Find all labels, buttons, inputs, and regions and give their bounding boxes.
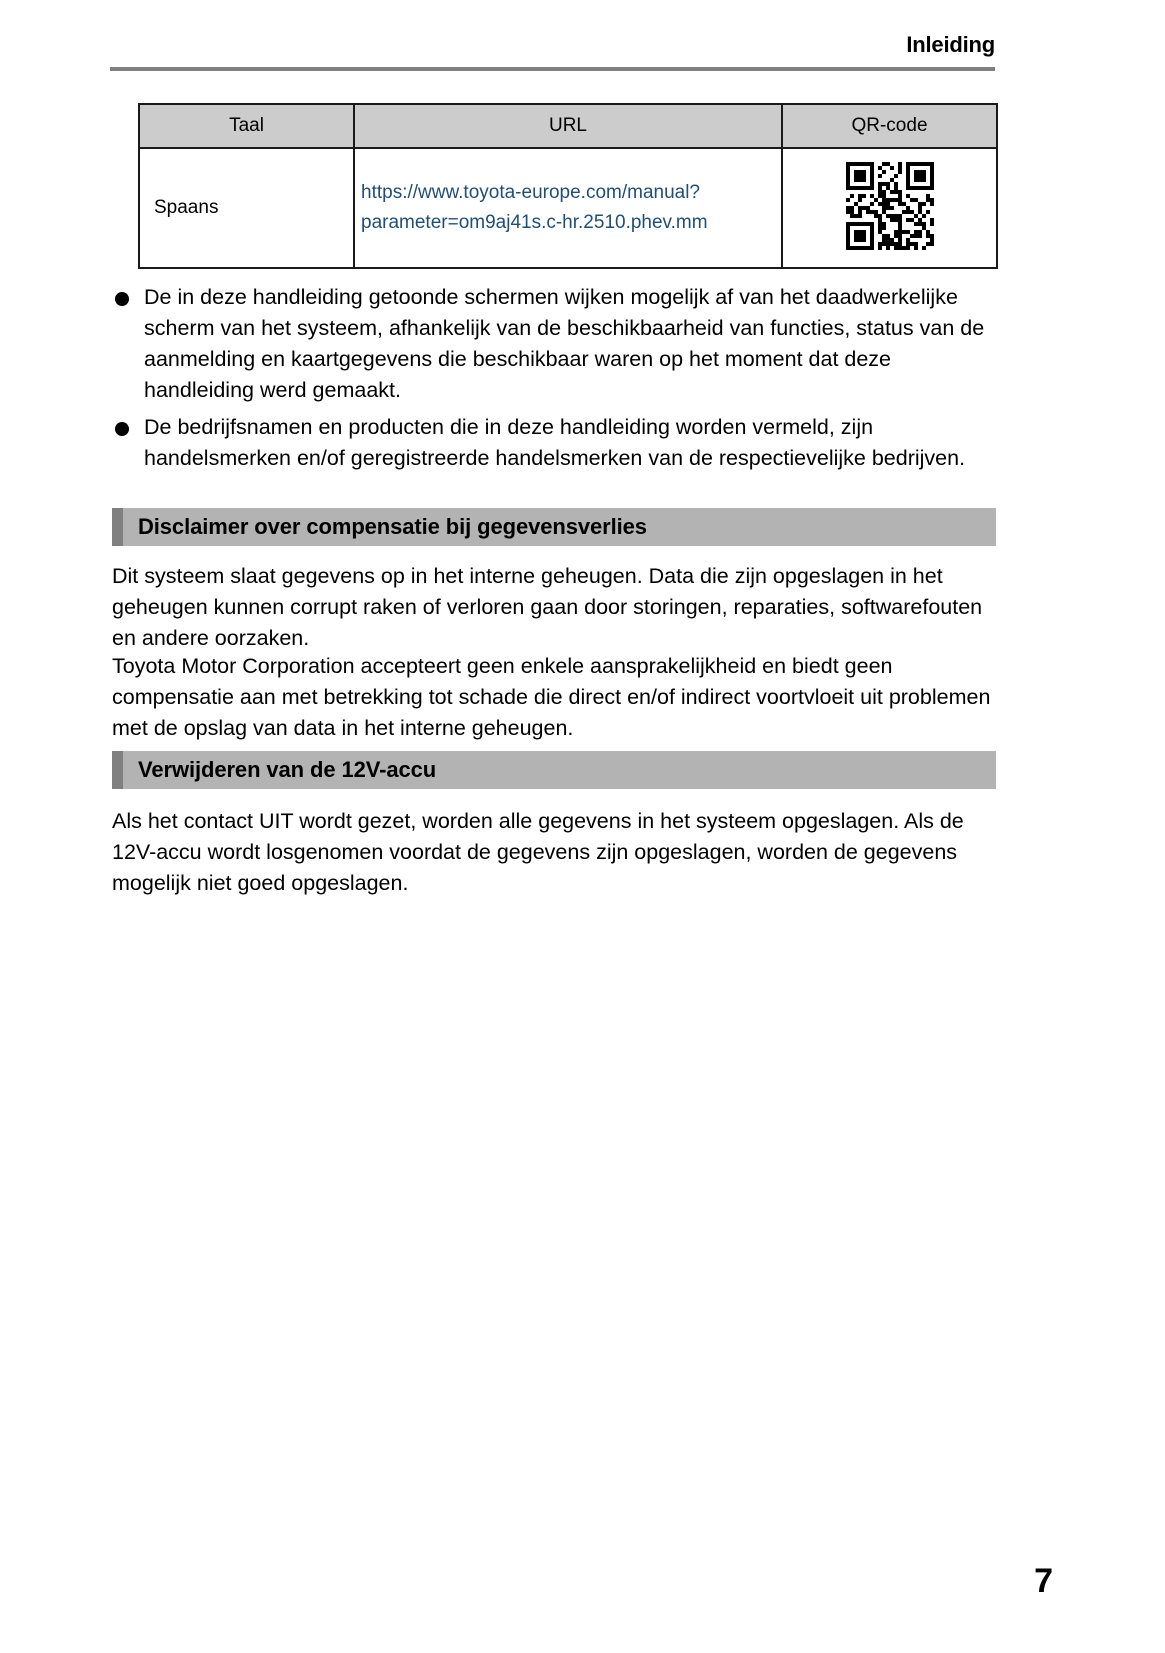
cell-qrcode	[782, 148, 997, 268]
column-header-qrcode: QR-code	[782, 104, 997, 148]
column-header-taal: Taal	[139, 104, 354, 148]
section-heading-label: Verwijderen van de 12V-accu	[138, 757, 437, 782]
bullet-dot-icon	[115, 422, 129, 436]
paragraph-disclaimer-2: Toyota Motor Corporation accepteert geen enkele aansprakelijkheid en biedt geen compensatie aan met betrekking tot schade die direct en/of indirect voortvloeit uit problemen met de opslag van data in het interne geheugen.	[112, 654, 991, 740]
table-header-row	[139, 104, 997, 148]
manual-url-table	[138, 103, 998, 269]
column-header-url: URL	[354, 104, 782, 148]
section-accent-bar	[112, 751, 123, 789]
notes-bullet-list	[112, 282, 1002, 480]
cell-language: Spaans	[139, 148, 354, 268]
paragraph-battery-1: Als het contact UIT wordt gezet, worden alle gegevens in het systeem opgeslagen. Als de 12V-accu wordt losgenomen voordat de gegevens zijn opgeslagen, worden de gegevens mogelijk niet goed opgeslagen.	[112, 809, 964, 895]
section-heading-battery	[112, 751, 996, 789]
list-item	[112, 282, 1002, 406]
list-item	[112, 412, 1002, 474]
cell-url[interactable]	[354, 148, 782, 268]
section-heading-disclaimer	[112, 508, 996, 546]
paragraph-disclaimer-1: Dit systeem slaat gegevens op in het interne geheugen. Data die zijn opgeslagen in het geheugen kunnen corrupt raken of verloren gaan door storingen, reparaties, softwarefouten en andere oorzaken.	[112, 564, 983, 650]
qr-code-icon	[846, 162, 934, 250]
section-heading-label: Disclaimer over compensatie bij gegevensverlies	[138, 514, 647, 539]
list-item-text: De bedrijfsnamen en producten die in deze handleiding worden vermeld, zijn handelsmerken en/of geregistreerde handelsmerken van de respectievelijke bedrijven.	[144, 415, 966, 470]
url-line-2: parameter=om9aj41s.c-hr.2510.phev.mm	[361, 212, 708, 233]
page-number: 7	[1034, 1562, 1053, 1600]
url-line-1: https://www.toyota-europe.com/manual?	[361, 182, 701, 203]
bullet-dot-icon	[115, 292, 129, 306]
header-divider	[110, 67, 995, 71]
table-row	[139, 148, 997, 268]
list-item-text: De in deze handleiding getoonde schermen wijken mogelijk af van het daadwerkelijke scherm van het systeem, afhankelijk van de beschikbaarheid van functies, status van de aanmelding en kaartgegevens die beschikbaar waren op het moment dat deze handleiding werd gemaakt.	[144, 285, 985, 402]
section-accent-bar	[112, 508, 123, 546]
page-header	[110, 30, 995, 71]
header-title: Inleiding	[906, 32, 995, 57]
